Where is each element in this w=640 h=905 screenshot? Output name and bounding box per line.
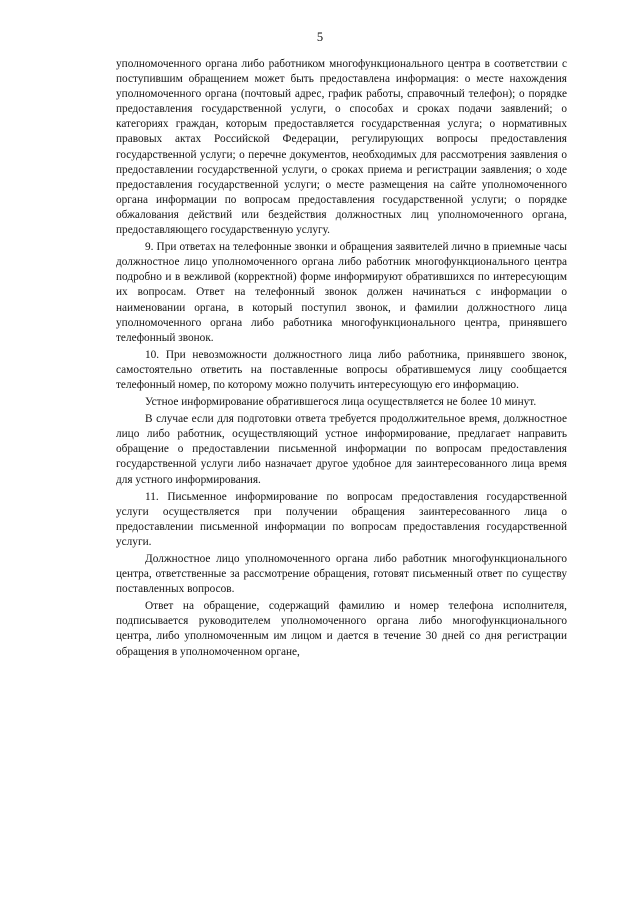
paragraph-item-11: 11. Письменное информирование по вопросам предоставления государственной услуги осуществляется при получении обращения заинтересованного лица о предоставлении письменной информации по вопросам предоставления государственной услуги. <box>116 490 567 548</box>
paragraph-long-answer: В случае если для подготовки ответа требуется продолжительное время, должностное лицо либо работник, осуществляющий устное информирование, предлагает направить обращение о предоставлении письменной информации по вопросам предоставления государственной услуги либо назначает другое удобное для заинтересованного лица время для устного информирования. <box>116 413 567 486</box>
paragraph-answer-signature: Ответ на обращение, содержащий фамилию и номер телефона исполнителя, подписывается руководителем уполномоченного органа либо многофункционального центра, либо уполномоченным им лицом и дается в течение 30 дней со дня регистрации обращения в уполномоченном органе, <box>116 600 567 658</box>
document-body <box>116 57 567 662</box>
paragraph-item-9: 9. При ответах на телефонные звонки и обращения заявителей лично в приемные часы должностное лицо уполномоченного органа либо работник многофункционального центра подробно и в вежливой (корректной) форме информируют обратившихся по интересующим их вопросам. Ответ на телефонный звонок должен начинаться с информации о наименовании органа, в который поступил звонок, и фамилии должностного лица уполномоченного органа либо работника многофункционального центра, принявшего телефонный звонок. <box>116 241 567 344</box>
paragraph-oral-duration: Устное информирование обратившегося лица осуществляется не более 10 минут. <box>145 396 537 409</box>
paragraph-continuation: уполномоченного органа либо работником многофункционального центра в соответствии с поступившим обращением может быть предоставлена информация: о месте нахождения уполномоченного органа (почтовый адрес, график работы, справочный телефон); о порядке предоставления государственной услуги, о способах и сроках подачи заявлений; о категориях граждан, которым предоставляется государственная услуга; о нормативных правовых актах Российской Федерации, регулирующих вопросы предоставления государственной услуги; о перечне документов, необходимых для рассмотрения заявления о предоставлении государственной услуги, о сроках приема и регистрации заявления; о ходе предоставления государственной услуги; о месте размещения на сайте уполномоченного органа информации по вопросам предоставления государственной услуги; о порядке обжалования действий или бездействия должностных лиц уполномоченного органа, предоставляющего государственную услугу. <box>116 58 567 237</box>
page-number: 5 <box>316 30 324 44</box>
paragraph-item-10: 10. При невозможности должностного лица либо работника, принявшего звонок, самостоятельно ответить на поставленные вопросы обратившемуся лицу сообщается телефонный номер, по которому можно получить интересующую его информацию. <box>116 348 567 391</box>
paragraph-written-answer: Должностное лицо уполномоченного органа либо работник многофункционального центра, ответственные за рассмотрение обращения, готовят письменный ответ по существу поставленных вопросов. <box>116 553 567 596</box>
